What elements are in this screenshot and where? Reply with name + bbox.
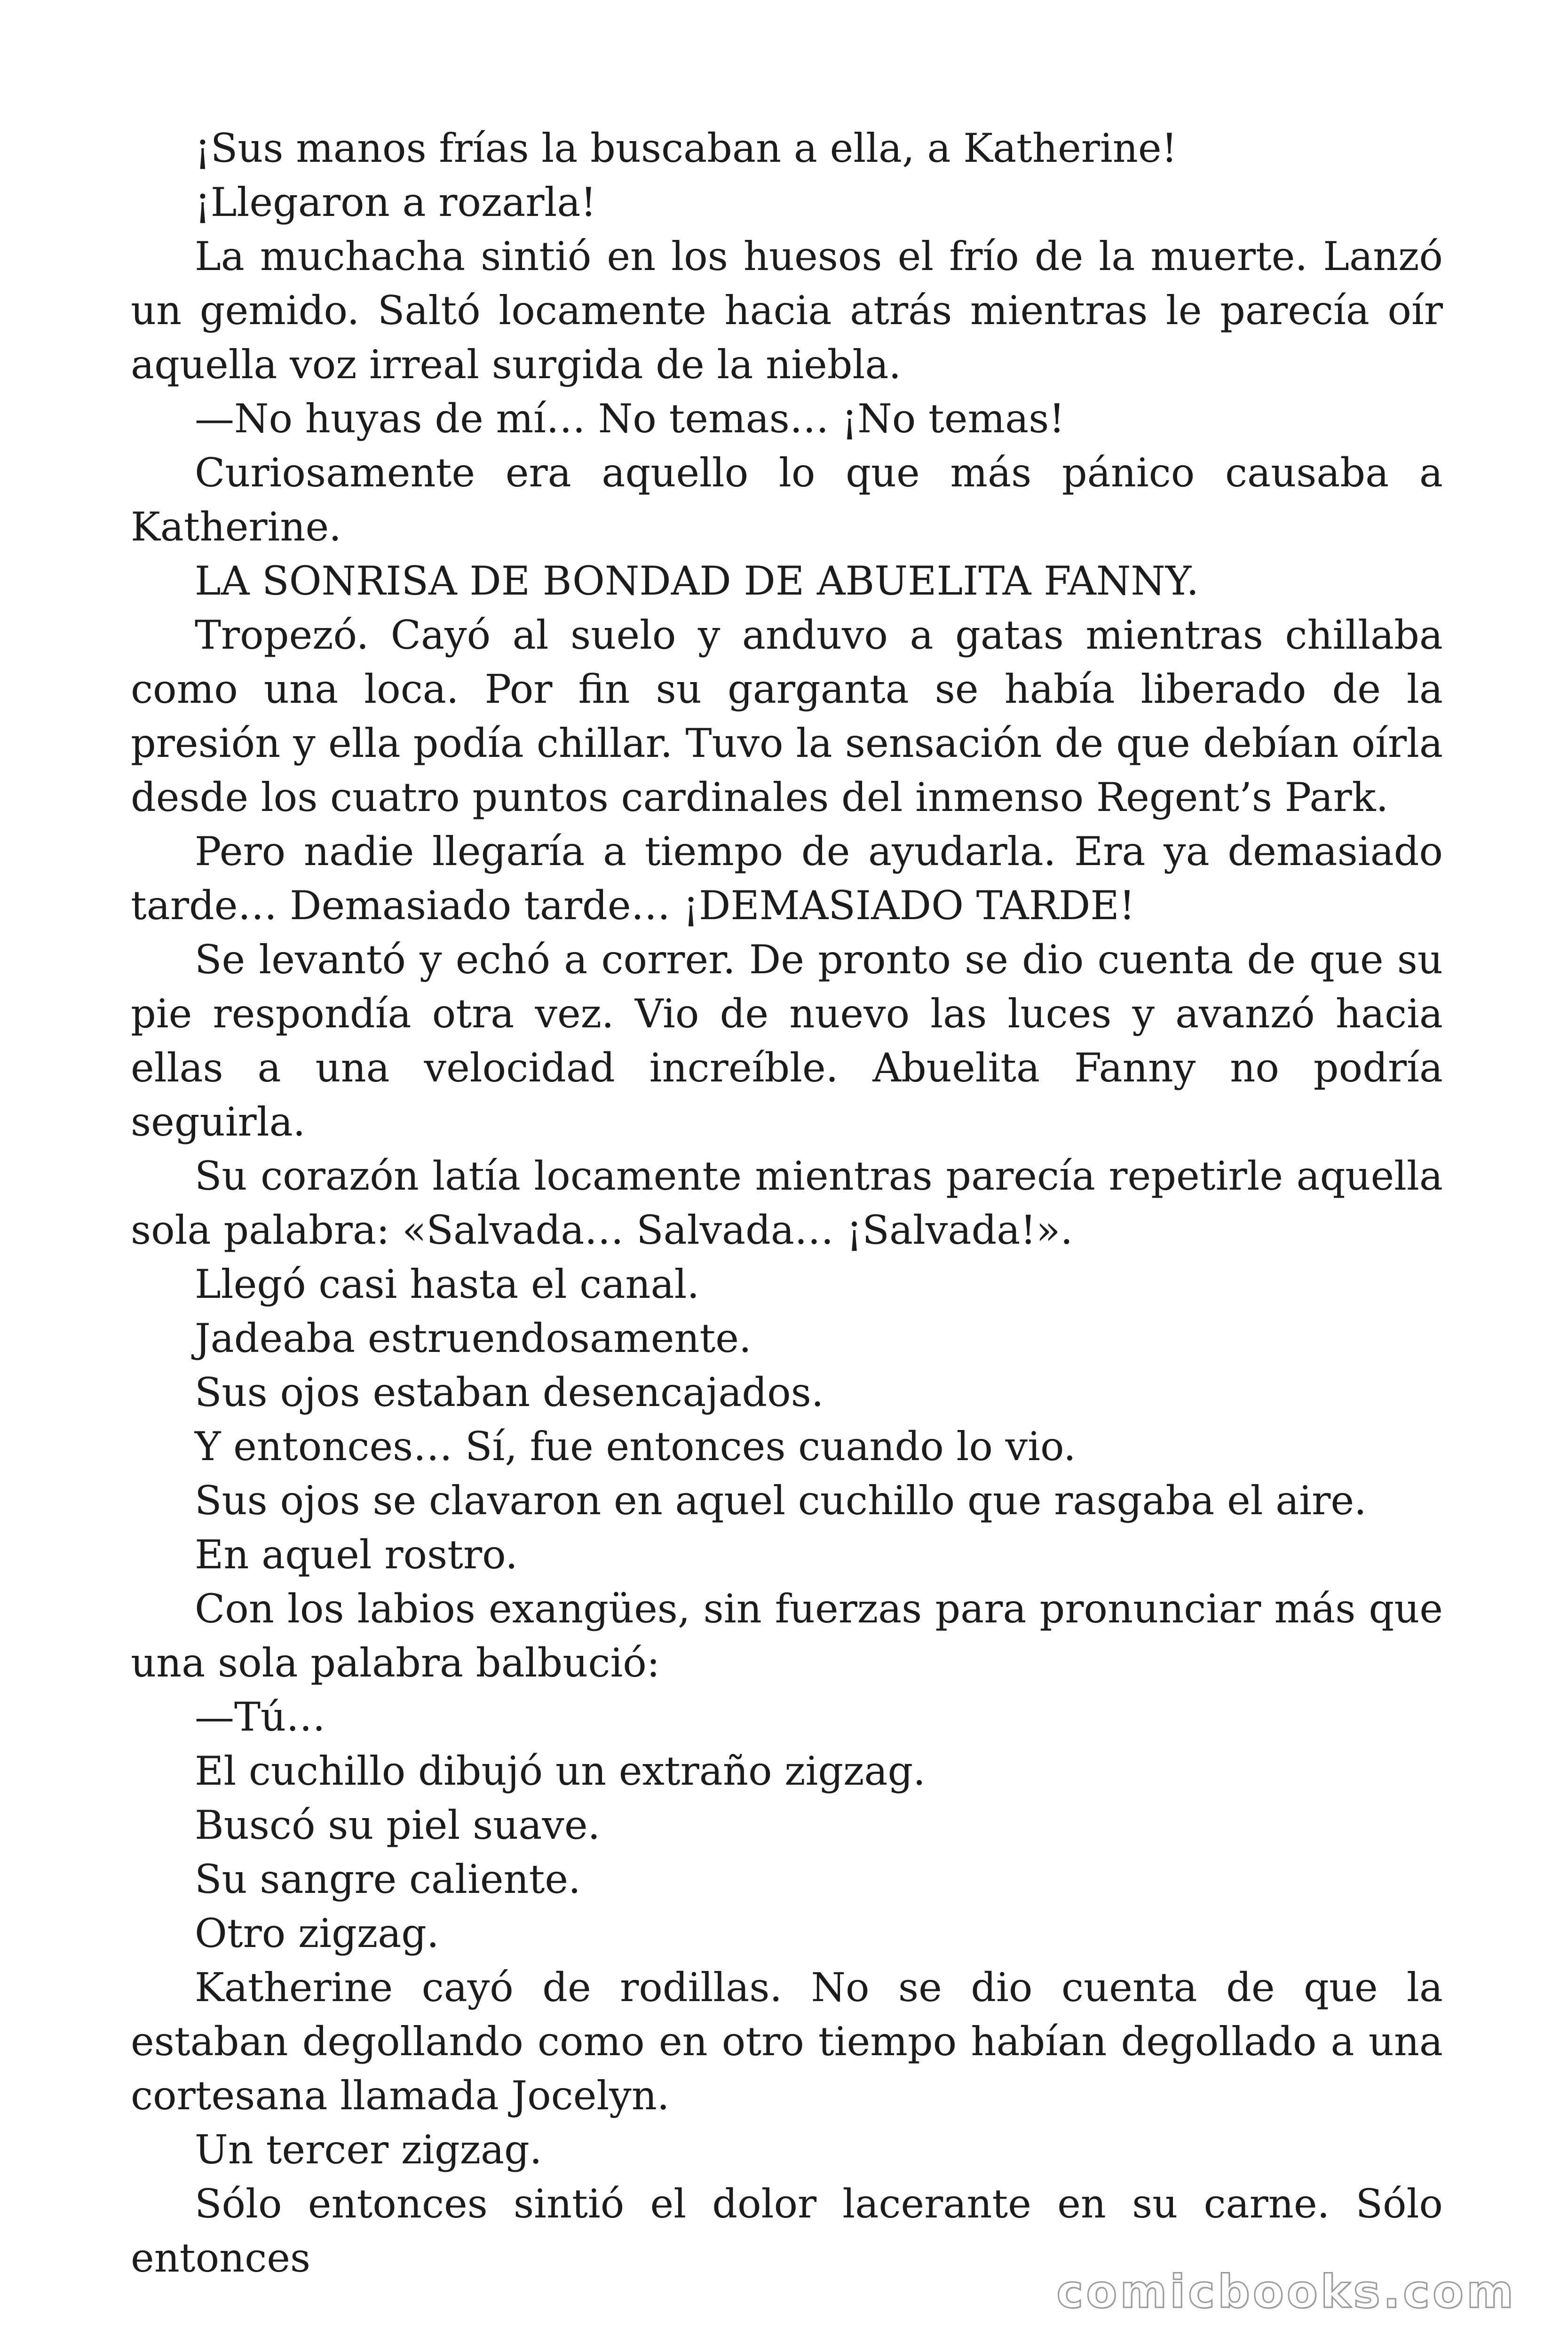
paragraph: —Tú… bbox=[195, 1694, 326, 1740]
paragraph: La muchacha sintió en los huesos el frío de la muerte. Lanzó un gemido. Saltó locamente hacia atrás mientras le parecía oír aquella voz irreal surgida de la niebla. bbox=[131, 233, 1443, 388]
paragraph: ¡Sus manos frías la buscaban a ella, a Katherine! bbox=[195, 125, 1178, 171]
paragraph: Sus ojos se clavaron en aquel cuchillo que rasgaba el aire. bbox=[195, 1478, 1367, 1524]
paragraph: —No huyas de mí… No temas… ¡No temas! bbox=[195, 396, 1065, 442]
paragraph: Su corazón latía locamente mientras parecía repetirle aquella sola palabra: «Salvada… Salvada… ¡Salvada!». bbox=[131, 1153, 1443, 1253]
paragraph: Y entonces… Sí, fue entonces cuando lo vio. bbox=[195, 1423, 1076, 1470]
paragraph: Curiosamente era aquello lo que más pánico causaba a Katherine. bbox=[131, 450, 1443, 550]
paragraph: Llegó casi hasta el canal. bbox=[195, 1261, 700, 1307]
paragraph: LA SONRISA DE BONDAD DE ABUELITA FANNY. bbox=[195, 558, 1199, 604]
paragraph: Buscó su piel suave. bbox=[195, 1802, 601, 1848]
paragraph: En aquel rostro. bbox=[195, 1532, 518, 1578]
paragraph: Su sangre caliente. bbox=[195, 1856, 581, 1902]
body-text bbox=[131, 121, 1443, 2285]
paragraph: Se levantó y echó a correr. De pronto se dio cuenta de que su pie respondía otra vez. Vio de nuevo las luces y avanzó hacia ellas a una velocidad increíble. Abuelita Fanny no podría seguirla. bbox=[131, 937, 1443, 1145]
paragraph: Con los labios exangües, sin fuerzas para pronunciar más que una sola palabra balbució: bbox=[131, 1586, 1443, 1686]
paragraph: Katherine cayó de rodillas. No se dio cuenta de que la estaban degollando como en otro tiempo habían degollado a una cortesana llamada Jocelyn. bbox=[131, 1964, 1443, 2119]
paragraph: Tropezó. Cayó al suelo y anduvo a gatas mientras chillaba como una loca. Por fin su garganta se había liberado de la presión y ella podía chillar. Tuvo la sensación de que debían oírla desde los cuatro puntos cardinales del inmenso Regent’s Park. bbox=[131, 612, 1443, 820]
paragraph: Otro zigzag. bbox=[195, 1910, 439, 1956]
paragraph: Jadeaba estruendosamente. bbox=[195, 1315, 752, 1361]
watermark: comicbooks.com bbox=[1056, 2265, 1516, 2318]
paragraph: Sólo entonces sintió el dolor lacerante en su carne. Sólo entonces bbox=[131, 2181, 1443, 2281]
paragraph: Sus ojos estaban desencajados. bbox=[195, 1369, 824, 1415]
paragraph: Pero nadie llegaría a tiempo de ayudarla. Era ya demasiado tarde… Demasiado tarde… ¡DEMASIADO TARDE! bbox=[131, 828, 1443, 929]
paragraph: Un tercer zigzag. bbox=[195, 2127, 542, 2173]
paragraph: ¡Llegaron a rozarla! bbox=[195, 179, 597, 225]
paragraph: El cuchillo dibujó un extraño zigzag. bbox=[195, 1748, 926, 1794]
